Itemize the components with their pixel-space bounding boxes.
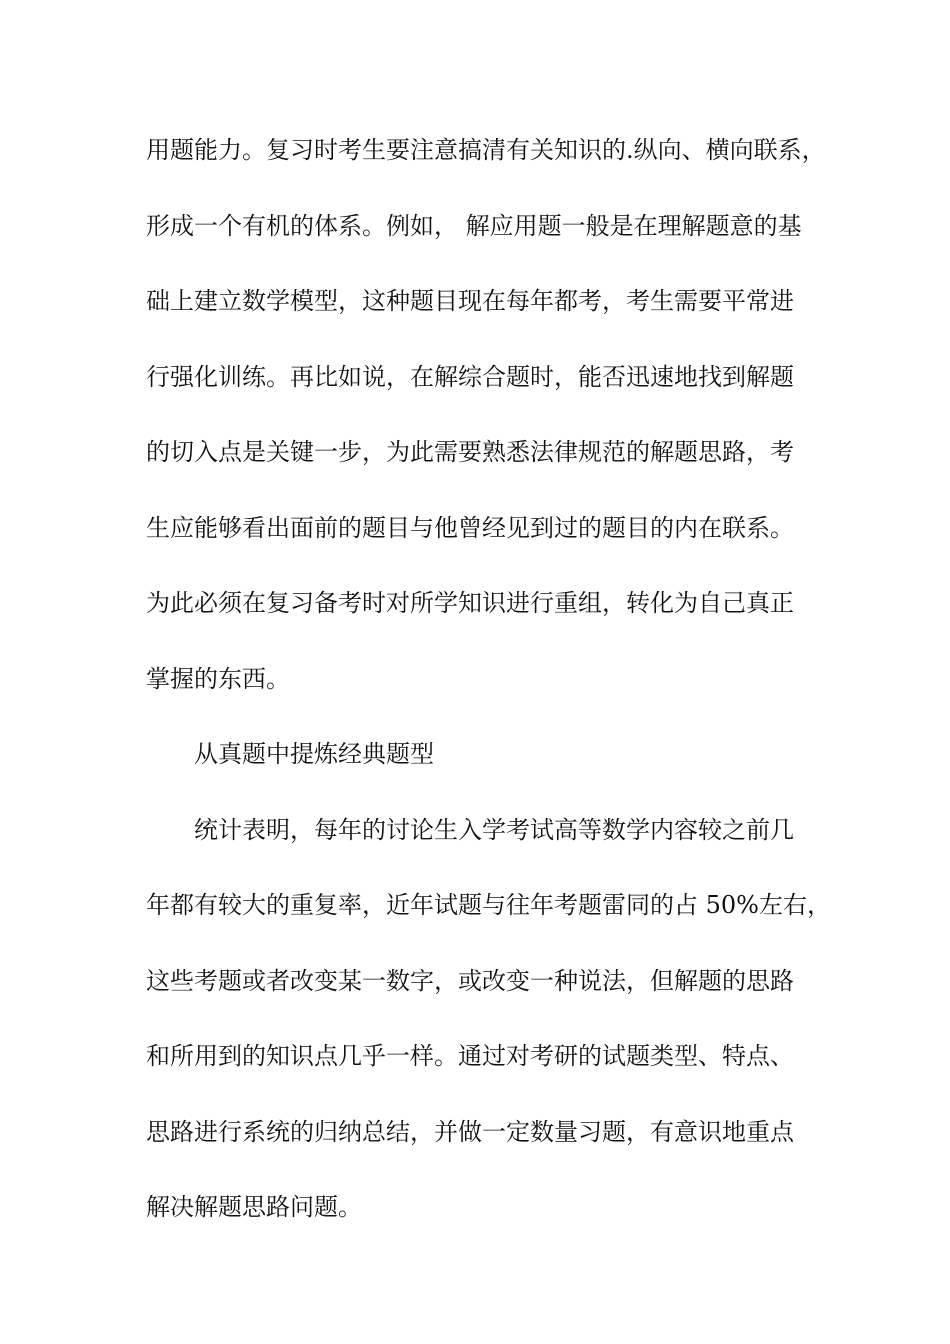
document-body	[146, 113, 831, 1246]
paragraph-1-line-7: 为此必须在复习备考时对所学知识进行重组，转化为自己真正	[146, 589, 794, 617]
paragraph-2-line-5: 思路进行系统的归纳总结，并做一定数量习题，有意识地重点	[146, 1117, 794, 1146]
paragraph-2-line-6: 解决解题思路问题。	[146, 1193, 362, 1221]
paragraph-1-line-8: 掌握的东西。	[146, 664, 290, 693]
paragraph-1-line-3: 础上建立数学模型，这种题目现在每年都考，考生需要平常进	[146, 287, 794, 315]
paragraph-1-line-5: 的切入点是关键一步，为此需要熟悉法律规范的解题思路，考	[146, 438, 794, 466]
paragraph-1-line-4: 行强化训练。再比如说，在解综合题时，能否迅速地找到解题	[146, 362, 794, 391]
paragraph-2-line-2: 年都有较大的重复率，近年试题与往年考题雷同的占 50%左右，	[146, 891, 831, 919]
section-heading: 从真题中提炼经典题型	[194, 740, 434, 768]
paragraph-1-line-2: 形成一个有机的体系。例如， 解应用题一般是在理解题意的基	[146, 211, 802, 240]
paragraph-2-line-1: 统计表明，每年的讨论生入学考试高等数学内容较之前几	[194, 815, 794, 844]
paragraph-1-line-1: 用题能力。复习时考生要注意搞清有关知识的.纵向、横向联系，	[146, 136, 826, 164]
paragraph-1-line-6: 生应能够看出面前的题目与他曾经见到过的题目的内在联系。	[146, 513, 794, 542]
paragraph-2-line-4: 和所用到的知识点几乎一样。通过对考研的试题类型、特点、	[146, 1042, 794, 1070]
paragraph-2-line-3: 这些考题或者改变某一数字，或改变一种说法，但解题的思路	[146, 966, 794, 995]
